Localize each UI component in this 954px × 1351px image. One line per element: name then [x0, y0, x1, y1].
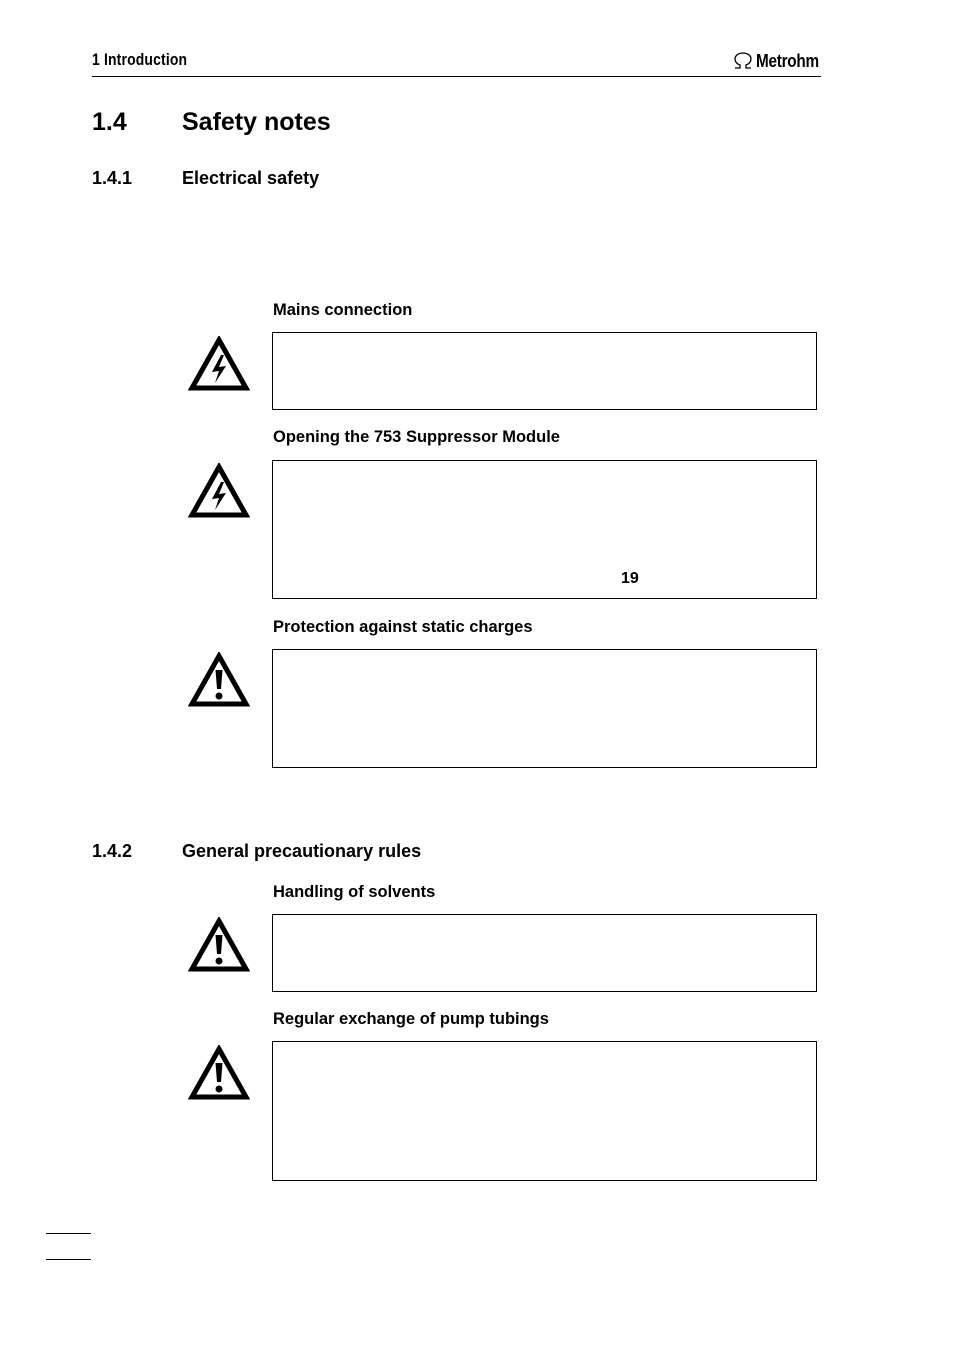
omega-logo-icon — [733, 52, 753, 70]
footer-rule — [46, 1259, 91, 1260]
note-heading-handling-solvents: Handling of solvents — [273, 883, 436, 901]
note-box-opening-module — [272, 460, 817, 599]
footer-rule — [46, 1233, 91, 1234]
note-box-mains-connection — [272, 332, 817, 410]
high-voltage-warning-icon — [188, 336, 250, 392]
note-box-static-charges — [272, 649, 817, 768]
note-heading-static-charges: Protection against static charges — [273, 618, 533, 636]
page-reference: 19 — [621, 570, 639, 587]
brand-name: Metrohm — [756, 50, 819, 71]
note-heading-mains-connection: Mains connection — [273, 301, 413, 319]
running-header-chapter: 1 Introduction — [92, 50, 188, 69]
high-voltage-warning-icon — [188, 463, 250, 519]
note-heading-pump-tubings: Regular exchange of pump tubings — [273, 1010, 549, 1028]
subsection-title: Electrical safety — [182, 168, 320, 188]
header-divider — [92, 76, 821, 77]
subsection-number: 1.4.1 — [92, 168, 133, 188]
brand-logo — [733, 50, 830, 72]
subsection-title: General precautionary rules — [182, 841, 422, 861]
note-box-pump-tubings — [272, 1041, 817, 1181]
note-box-handling-solvents — [272, 914, 817, 992]
caution-warning-icon — [188, 652, 250, 708]
note-heading-opening-module: Opening the 753 Suppressor Module — [273, 428, 560, 446]
subsection-number: 1.4.2 — [92, 841, 133, 861]
caution-warning-icon — [188, 1045, 250, 1101]
section-number: 1.4 — [92, 108, 127, 136]
caution-warning-icon — [188, 917, 250, 973]
section-title: Safety notes — [182, 108, 331, 136]
